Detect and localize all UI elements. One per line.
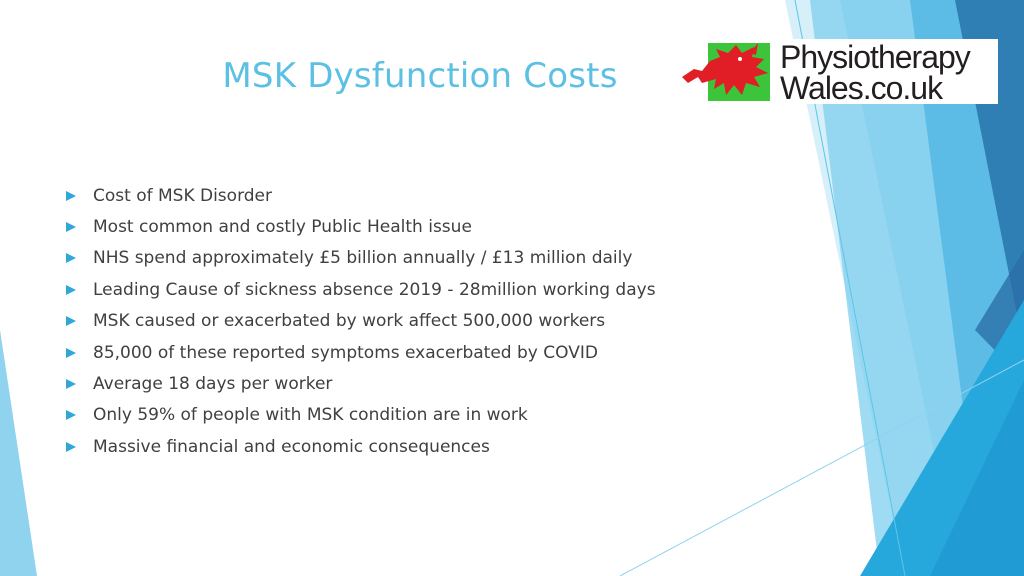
bullet-text: Leading Cause of sickness absence 2019 - 28million working days — [93, 279, 656, 300]
bullet-item — [66, 274, 656, 305]
bullet-item — [66, 368, 656, 399]
bullet-item — [66, 337, 656, 368]
bullet-item — [66, 431, 656, 462]
bullet-arrow-icon — [66, 348, 76, 358]
bullet-text: NHS spend approximately £5 billion annually / £13 million daily — [93, 248, 633, 269]
bullet-arrow-icon — [66, 442, 76, 452]
bullet-arrow-icon — [66, 253, 76, 263]
logo-wordmark — [780, 39, 996, 104]
bullet-arrow-icon — [66, 410, 76, 420]
bullet-arrow-icon — [66, 379, 76, 389]
bullet-list — [66, 180, 656, 463]
bullet-arrow-icon — [66, 222, 76, 232]
bullet-text: Most common and costly Public Health issue — [93, 217, 472, 238]
logo-line-2 — [780, 72, 942, 104]
bullet-item — [66, 306, 656, 337]
logo-line-1: Physiotherapy — [780, 39, 970, 75]
bullet-text: Only 59% of people with MSK condition are in work — [93, 405, 528, 426]
slide-title: MSK Dysfunction Costs — [222, 56, 618, 96]
bullet-item — [66, 211, 656, 242]
bullet-item — [66, 243, 656, 274]
welsh-dragon-flag-icon — [680, 39, 776, 104]
bullet-text: Average 18 days per worker — [93, 374, 333, 395]
bullet-item — [66, 400, 656, 431]
left-edge-triangle — [0, 330, 37, 576]
bullet-text: 85,000 of these reported symptoms exacerbated by COVID — [93, 342, 598, 363]
bullet-arrow-icon — [66, 316, 76, 326]
bullet-arrow-icon — [66, 285, 76, 295]
bullet-item — [66, 180, 656, 211]
bullet-arrow-icon — [66, 191, 76, 201]
logo-line-2-main: Wales — [780, 70, 863, 106]
physiotherapy-wales-logo — [676, 39, 998, 104]
logo-line-2-suffix: .co.uk — [862, 70, 943, 106]
bullet-text: MSK caused or exacerbated by work affect 500,000 workers — [93, 311, 606, 332]
bullet-text: Cost of MSK Disorder — [93, 185, 272, 206]
bullet-text: Massive financial and economic consequences — [93, 436, 490, 457]
